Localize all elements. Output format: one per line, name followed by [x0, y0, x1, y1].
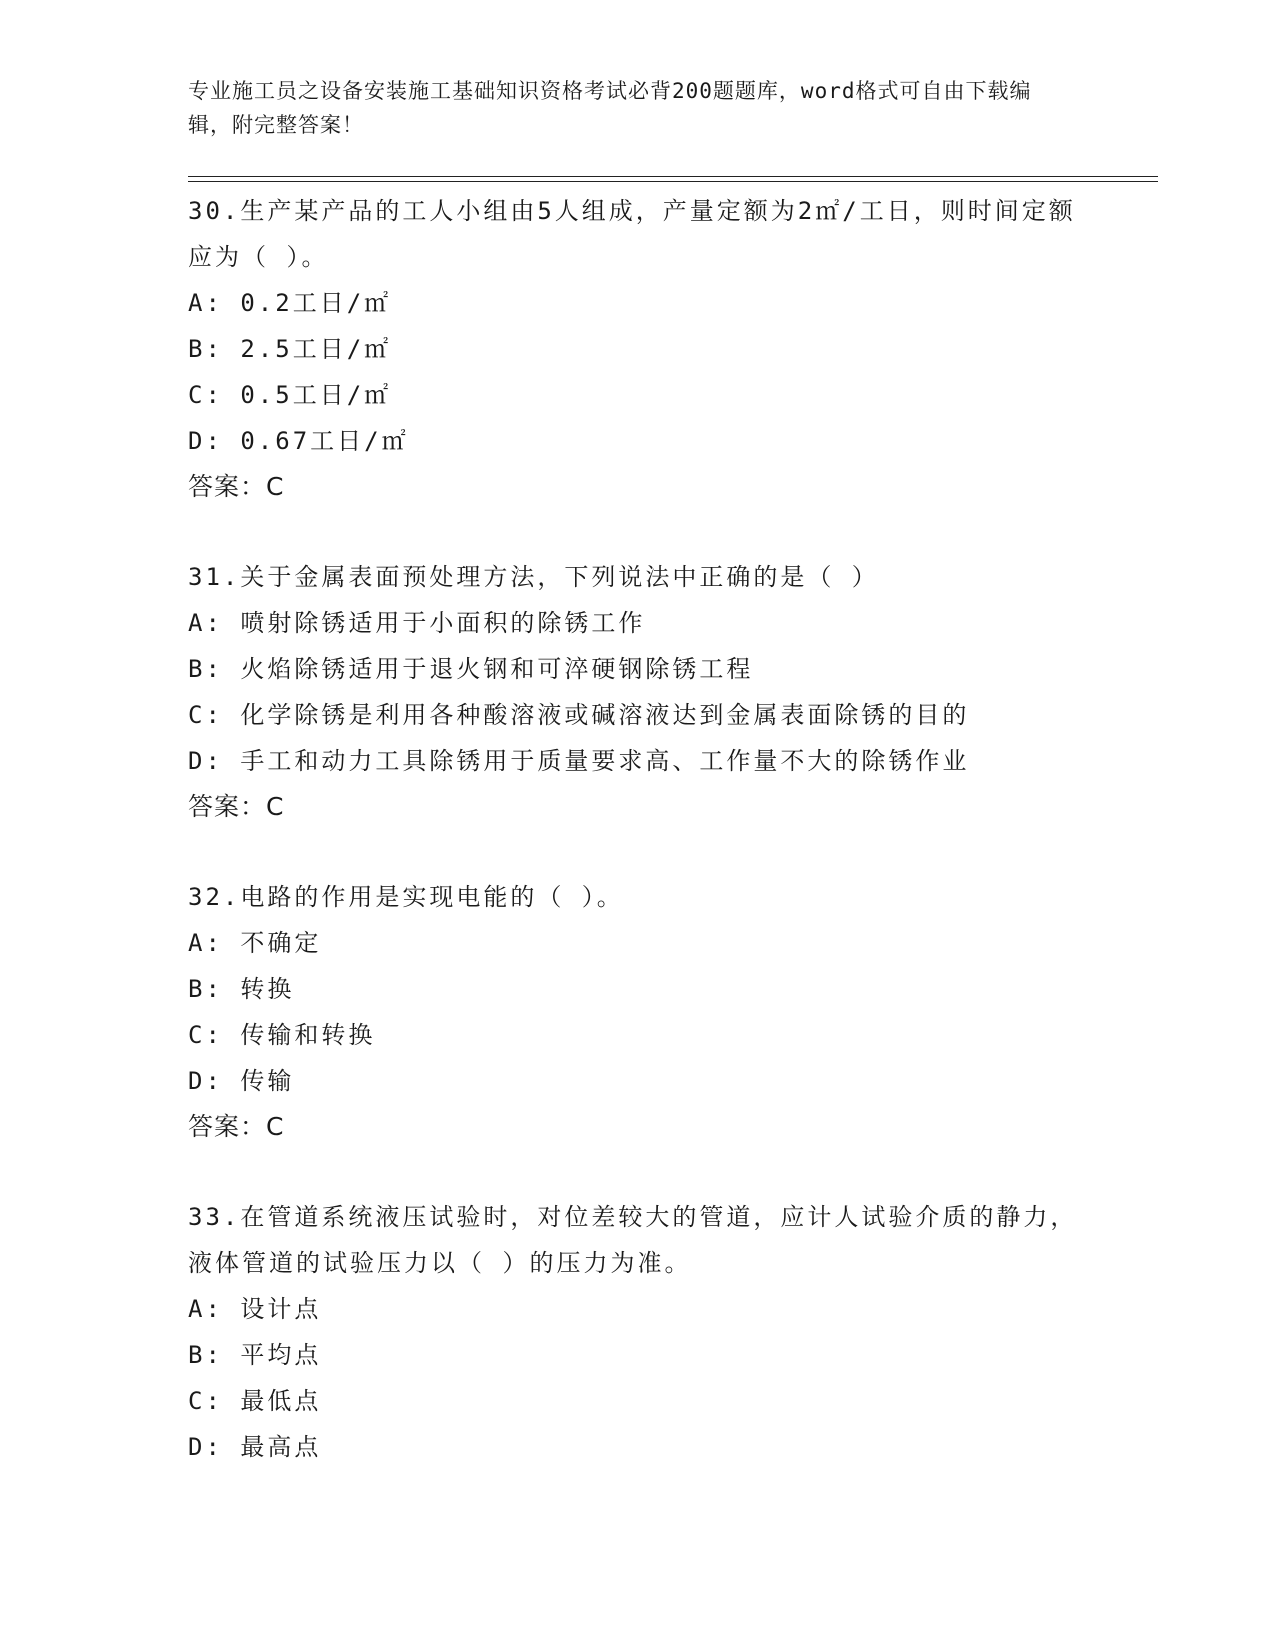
option-c: C: 传输和转换	[188, 1021, 376, 1049]
option-a: A: 不确定	[188, 929, 322, 957]
answer-label: 答案：C	[188, 472, 285, 501]
answer-label: 答案：C	[188, 1112, 285, 1141]
option-a: A: 设计点	[188, 1295, 322, 1323]
option-d: D: 最高点	[188, 1433, 322, 1461]
document-header: 专业施工员之设备安装施工基础知识资格考试必背200题题库，word格式可自由下载编辑，附完整答案！	[188, 79, 1032, 137]
option-b: B: 火焰除锈适用于退火钢和可淬硬钢除锈工程	[188, 655, 754, 683]
option-b: B: 2.5工日/㎡	[188, 335, 392, 363]
option-d: D: 传输	[188, 1067, 295, 1095]
option-c: C: 化学除锈是利用各种酸溶液或碱溶液达到金属表面除锈的目的	[188, 701, 970, 729]
header-divider-bottom	[188, 181, 1158, 182]
answer-label: 答案：C	[188, 792, 285, 821]
option-b: B: 平均点	[188, 1341, 322, 1369]
question-stem: 33.在管道系统液压试验时，对位差较大的管道，应计人试验介质的静力，液体管道的试验压力以（ ）的压力为准。	[188, 1203, 1078, 1277]
question-33	[188, 1194, 1088, 1470]
question-stem: 30.生产某产品的工人小组由5人组成，产量定额为2㎡/工日，则时间定额应为（ ）。	[188, 197, 1076, 271]
question-31	[188, 554, 1088, 830]
question-stem: 31.关于金属表面预处理方法，下列说法中正确的是（ ）	[188, 563, 879, 591]
option-b: B: 转换	[188, 975, 295, 1003]
option-d: D: 手工和动力工具除锈用于质量要求高、工作量不大的除锈作业	[188, 747, 970, 775]
option-d: D: 0.67工日/㎡	[188, 427, 409, 455]
option-a: A: 喷射除锈适用于小面积的除锈工作	[188, 609, 646, 637]
question-stem: 32.电路的作用是实现电能的（ ）。	[188, 883, 624, 911]
option-a: A: 0.2工日/㎡	[188, 289, 392, 317]
question-32	[188, 874, 1088, 1150]
header-divider-top	[188, 176, 1158, 177]
option-c: C: 0.5工日/㎡	[188, 381, 392, 409]
option-c: C: 最低点	[188, 1387, 322, 1415]
question-30	[188, 188, 1088, 510]
